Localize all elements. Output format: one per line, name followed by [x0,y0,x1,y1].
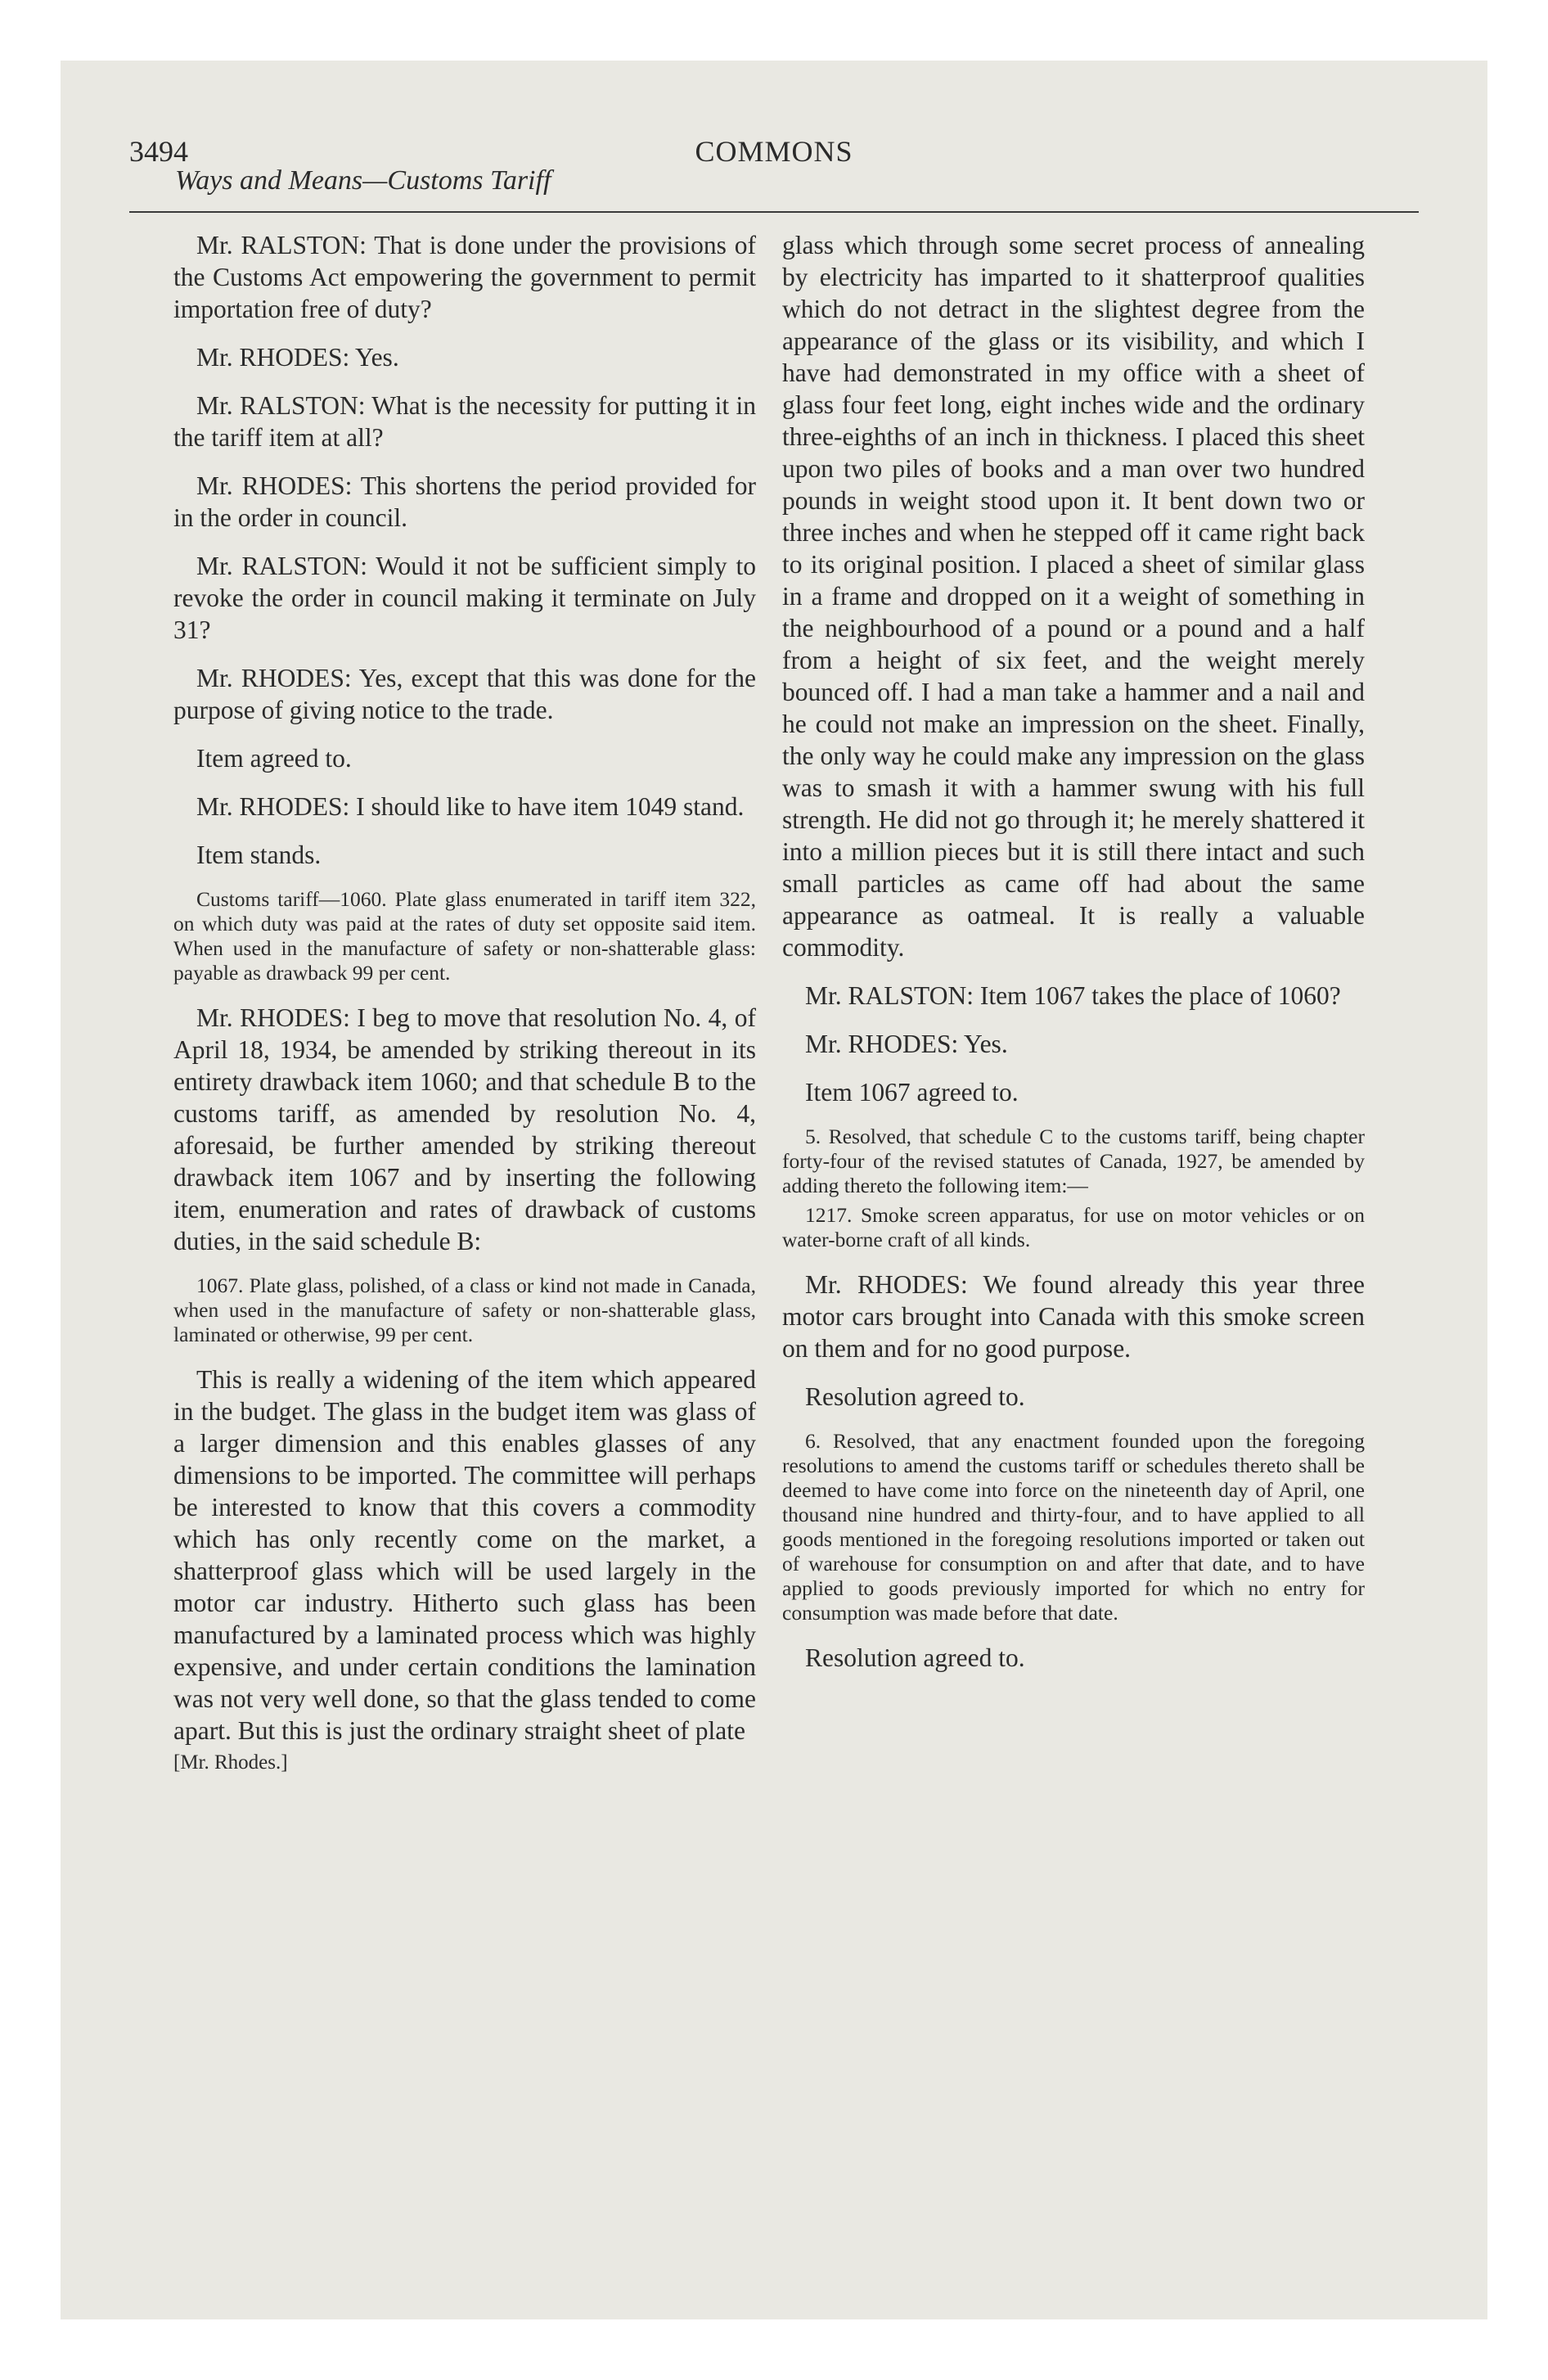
small-print-paragraph: 1067. Plate glass, polished, of a class or kind not made in Canada, when used in the manufacture of safety or non-shatterable glass, laminated or otherwise, 99 per cent. [173,1273,756,1346]
left-column [173,229,756,1774]
speaker-credit: [Mr. Rhodes.] [173,1751,288,1774]
paragraph: Resolution agreed to. [805,1643,1025,1672]
paragraph: glass which through some secret process of annealing by electricity has imparted to it shatterproof qualities which do not detract in the slightest degree from the appearance of the glass or its visibility, and which I have had demonstrated in my office with a sheet of glass four feet long, eight inches wide and the ordinary three-eighths of an inch in thickness. I placed this sheet upon two piles of books and a man over two hundred pounds in weight stood upon it. It bent down two or three inches and when he stepped off it came right back to its original position. I placed a sheet of similar glass in a frame and dropped on it a weight of something in the neighbourhood of a pound or a pound and a half from a height of six feet, and the weight merely bounced off. I had a man take a hammer and a nail and he could not make an impression on the sheet. Finally, the only way he could make any impression on the glass was to smash it with a hammer swung with his full strength. He did not go through it; he merely shattered it into a million pieces but it is still there intact and such small particles as came off had about the same appearance as oatmeal. It is really a valuable commodity. [782,231,1365,962]
paragraph: This is really a widening of the item which appeared in the budget. The glass in the budget item was glass of a larger dimension and this enables glasses of any dimensions to be imported. The committee will perhaps be interested to know that this covers a commodity which has only recently come on the market, a shatterproof glass which will be used largely in the motor car industry. Hitherto such glass has been manufactured by a laminated process which was highly expensive, and under certain conditions the lamination was not very well done, so that the glass tended to come apart. But this is just the ordinary straight sheet of plate [173,1365,756,1745]
paragraph: Mr. RHODES: Yes, except that this was done for the purpose of giving notice to the trade. [173,664,756,724]
paragraph: Item agreed to. [196,744,352,773]
section-heading: Ways and Means—Customs Tariff [175,165,551,196]
paragraph: Mr. RHODES: Yes. [805,1030,1008,1058]
small-print-paragraph: 6. Resolved, that any enactment founded upon the foregoing resolutions to amend the customs tariff or schedules thereto shall be deemed to have come into force on the nineteenth day of April, one thousand nine hundred and thirty-four, and to have applied to all goods mentioned in the foregoing resolutions imported or taken out of warehouse for consumption on and after that date, and to have applied to goods previously imported for which no entry for consumption was made before that date. [782,1429,1365,1625]
paragraph: Item stands. [196,841,322,869]
document-page [61,61,1487,2319]
paragraph: Mr. RHODES: This shortens the period provided for in the order in council. [173,471,756,532]
right-column [782,229,1365,1690]
paragraph: Mr. RALSTON: What is the necessity for putting it in the tariff item at all? [173,391,756,452]
small-print-paragraph: 5. Resolved, that schedule C to the customs tariff, being chapter forty-four of the revised statutes of Canada, 1927, be amended by adding thereto the following item:— [782,1125,1365,1197]
paragraph: Mr. RALSTON: Item 1067 takes the place of 1060? [805,981,1341,1010]
paragraph: Mr. RALSTON: Would it not be sufficient simply to revoke the order in council making it terminate on July 31? [173,552,756,644]
running-head: COMMONS [695,135,853,168]
paragraph: Mr. RALSTON: That is done under the provisions of the Customs Act empowering the government to permit importation free of duty? [173,231,756,323]
paragraph: Mr. RHODES: I should like to have item 1049 stand. [196,792,745,821]
header-rule [129,211,1419,213]
page-number: 3494 [129,135,188,168]
paragraph: Mr. RHODES: Yes. [196,343,399,372]
paragraph: Mr. RHODES: We found already this year three motor cars brought into Canada with this smoke screen on them and for no good purpose. [782,1270,1365,1363]
paragraph: Resolution agreed to. [805,1382,1025,1411]
small-print-paragraph: 1217. Smoke screen apparatus, for use on motor vehicles or on water-borne craft of all kinds. [782,1203,1365,1251]
paragraph: Mr. RHODES: I beg to move that resolution No. 4, of April 18, 1934, be amended by striking thereout in its entirety drawback item 1060; and that schedule B to the customs tariff, as amended by resolution No. 4, aforesaid, be further amended by striking thereout drawback item 1067 and by inserting the following item, enumeration and rates of drawback of customs duties, in the said schedule B: [173,1003,756,1255]
paragraph: Item 1067 agreed to. [805,1078,1019,1107]
small-print-paragraph: Customs tariff—1060. Plate glass enumerated in tariff item 322, on which duty was paid at the rates of duty set opposite said item. When used in the manufacture of safety or non-shatterable glass: payable as drawback 99 per cent. [173,887,756,985]
